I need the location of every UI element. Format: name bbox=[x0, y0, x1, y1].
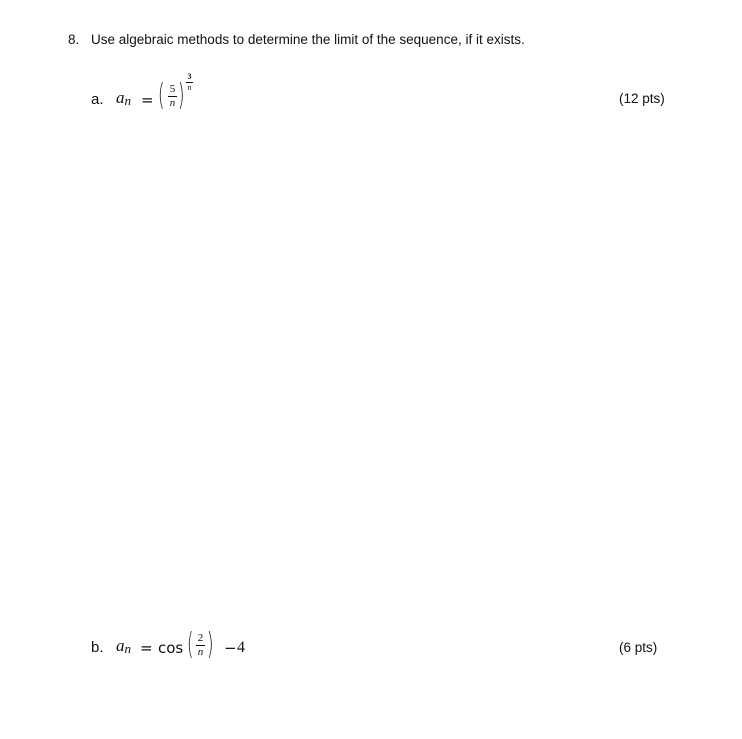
part-b-var: a bbox=[116, 636, 125, 655]
part-a-exponent-numerator: 3 bbox=[187, 72, 192, 81]
part-b-arg-numerator: 2 bbox=[197, 632, 204, 644]
part-b-minus: − bbox=[224, 639, 237, 657]
part-b-points: (6 pts) bbox=[619, 640, 658, 655]
part-b-arg-fraction bbox=[196, 633, 205, 658]
part-b-right-paren: ) bbox=[207, 627, 214, 662]
part-b-letter: b. bbox=[91, 639, 104, 656]
part-b-sequence-term bbox=[116, 636, 131, 657]
part-a-base-numerator: 5 bbox=[169, 83, 176, 95]
part-a-exponent-fraction bbox=[186, 73, 193, 92]
part-b-function: cos bbox=[158, 639, 184, 657]
part-a-letter: a. bbox=[91, 91, 104, 108]
part-a-left-paren: ( bbox=[158, 78, 165, 113]
part-b-arg-denominator: n bbox=[197, 646, 204, 658]
question-number: 8. bbox=[68, 32, 80, 47]
part-b-left-paren: ( bbox=[187, 627, 194, 662]
part-a-equals: = bbox=[141, 91, 154, 109]
part-a-exponent-denominator: n bbox=[187, 83, 192, 92]
part-b-subscript: n bbox=[124, 641, 131, 656]
part-a-points: (12 pts) bbox=[619, 91, 665, 106]
part-a-base-fraction bbox=[168, 84, 177, 109]
question-text: Use algebraic methods to determine the limit of the sequence, if it exists. bbox=[91, 32, 525, 47]
part-b-equals: = bbox=[140, 639, 153, 657]
part-a-subscript: n bbox=[124, 93, 131, 108]
part-a-base-denominator: n bbox=[169, 97, 176, 109]
part-a-sequence-term bbox=[116, 88, 131, 109]
part-b-constant: 4 bbox=[237, 639, 245, 656]
question-header bbox=[68, 32, 525, 47]
part-a-right-paren: ) bbox=[178, 78, 185, 113]
part-a-var: a bbox=[116, 88, 125, 107]
